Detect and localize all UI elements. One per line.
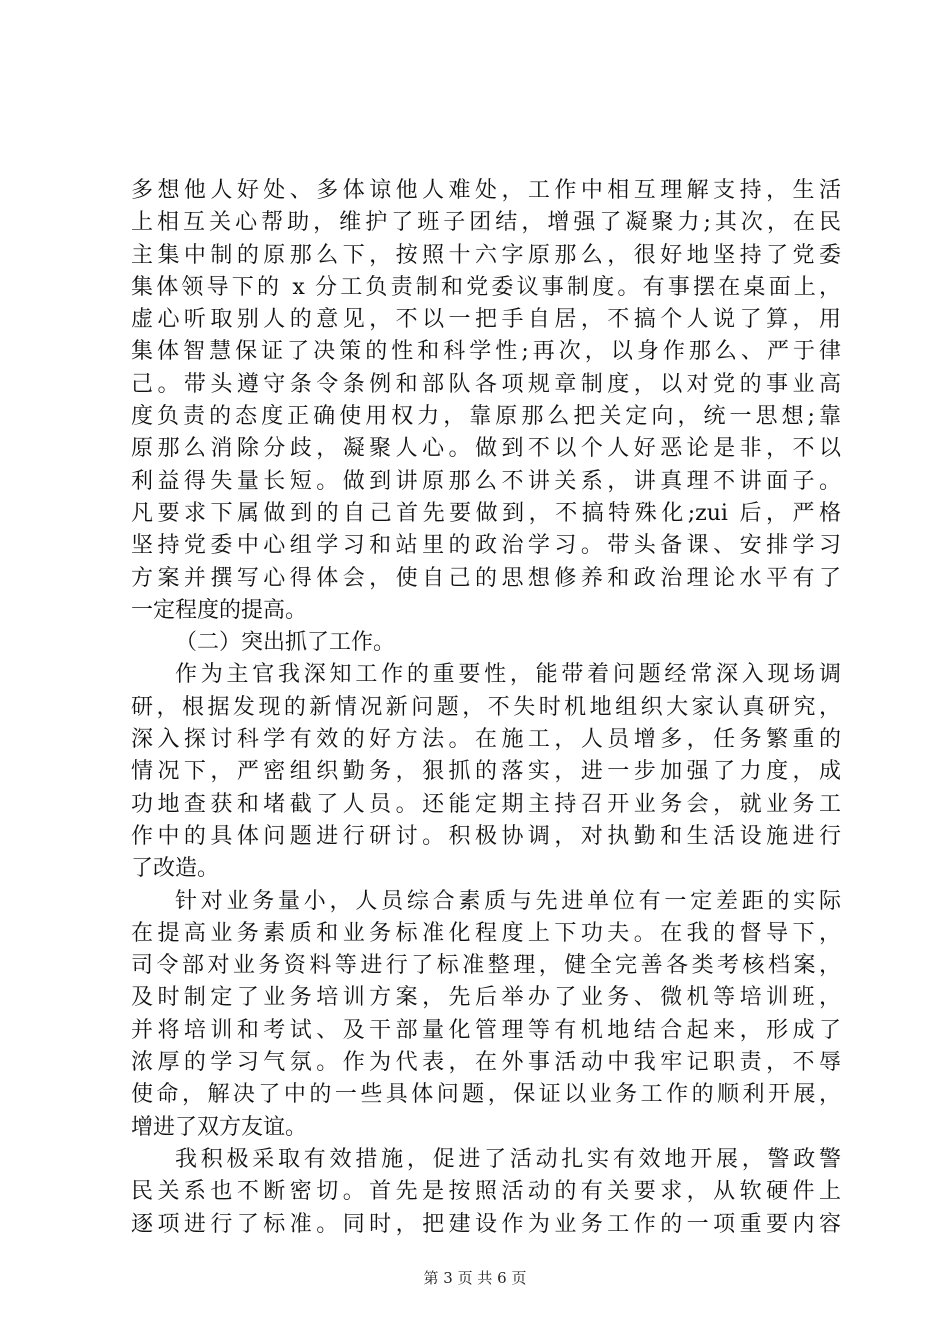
text-line: 方案并撰写心得体会，使自己的思想修养和政治理论水平有了 — [131, 565, 841, 591]
page-footer: 第 3 页 共 6 页 — [423, 1269, 527, 1287]
text-line: （二）突出抓了工作。 — [175, 630, 396, 656]
text-line: 虚心听取别人的意见，不以一把手自居，不搞个人说了算，用 — [131, 307, 841, 333]
text-line: 针对业务量小，人员综合素质与先进单位有一定差距的实际 — [175, 888, 841, 914]
text-line: 坚持党委中心组学习和站里的政治学习。带头备课、安排学习 — [131, 533, 841, 559]
text-line: 司令部对业务资料等进行了标准整理，健全完善各类考核档案， — [131, 953, 841, 979]
text-line: 并将培训和考试、及干部量化管理等有机地结合起来，形成了 — [131, 1017, 841, 1043]
text-line: 主集中制的原那么下，按照十六字原那么，很好地坚持了党委 — [131, 242, 841, 268]
document-body — [131, 175, 841, 1241]
text-line: 多想他人好处、多体谅他人难处，工作中相互理解支持，生活 — [131, 178, 841, 203]
text-line: 集体领导下的 x 分工负责制和党委议事制度。有事摆在桌面上， — [131, 274, 841, 300]
text-line: 民关系也不断密切。首先是按照活动的有关要求，从软硬件上 — [131, 1179, 841, 1205]
text-line: 研，根据发现的新情况新问题，不失时机地组织大家认真研究， — [131, 694, 841, 720]
text-line: 一定程度的提高。 — [131, 597, 308, 623]
text-line: 增进了双方友谊。 — [131, 1114, 308, 1140]
text-line: 集体智慧保证了决策的性和科学性;再次，以身作那么、严于律 — [131, 339, 841, 365]
text-line: 及时制定了业务培训方案，先后举办了业务、微机等培训班， — [131, 985, 841, 1011]
text-line: 浓厚的学习气氛。作为代表，在外事活动中我牢记职责，不辱 — [131, 1050, 841, 1076]
text-line: 利益得失量长短。做到讲原那么不讲关系，讲真理不讲面子。 — [131, 468, 841, 494]
text-line: 原那么消除分歧，凝聚人心。做到不以个人好恶论是非，不以 — [131, 436, 841, 462]
text-line: 己。带头遵守条令条例和部队各项规章制度，以对党的事业高 — [131, 371, 841, 397]
text-line: 逐项进行了标准。同时，把建设作为业务工作的一项重要内容 — [131, 1211, 841, 1237]
text-line: 情况下，严密组织勤务，狠抓的落实，进一步加强了力度，成 — [131, 759, 841, 785]
text-line: 深入探讨科学有效的好方法。在施工，人员增多，任务繁重的 — [131, 727, 841, 753]
text-line: 作为主官我深知工作的重要性，能带着问题经常深入现场调 — [175, 662, 841, 688]
text-line: 凡要求下属做到的自己首先要做到，不搞特殊化;zui 后，严格 — [131, 500, 841, 526]
text-line: 作中的具体问题进行研讨。积极协调，对执勤和生活设施进行 — [131, 823, 841, 849]
text-line: 在提高业务素质和业务标准化程度上下功夫。在我的督导下， — [131, 920, 841, 946]
text-line: 了改造。 — [131, 856, 220, 882]
text-line: 功地查获和堵截了人员。还能定期主持召开业务会，就业务工 — [131, 791, 841, 817]
text-line: 我积极采取有效措施，促进了活动扎实有效地开展，警政警 — [175, 1146, 841, 1172]
text-line: 度负责的态度正确使用权力，靠原那么把关定向，统一思想;靠 — [131, 404, 841, 430]
text-line: 上相互关心帮助，维护了班子团结，增强了凝聚力;其次，在民 — [131, 210, 841, 236]
text-line: 使命，解决了中的一些具体问题，保证以业务工作的顺利开展， — [131, 1082, 841, 1108]
